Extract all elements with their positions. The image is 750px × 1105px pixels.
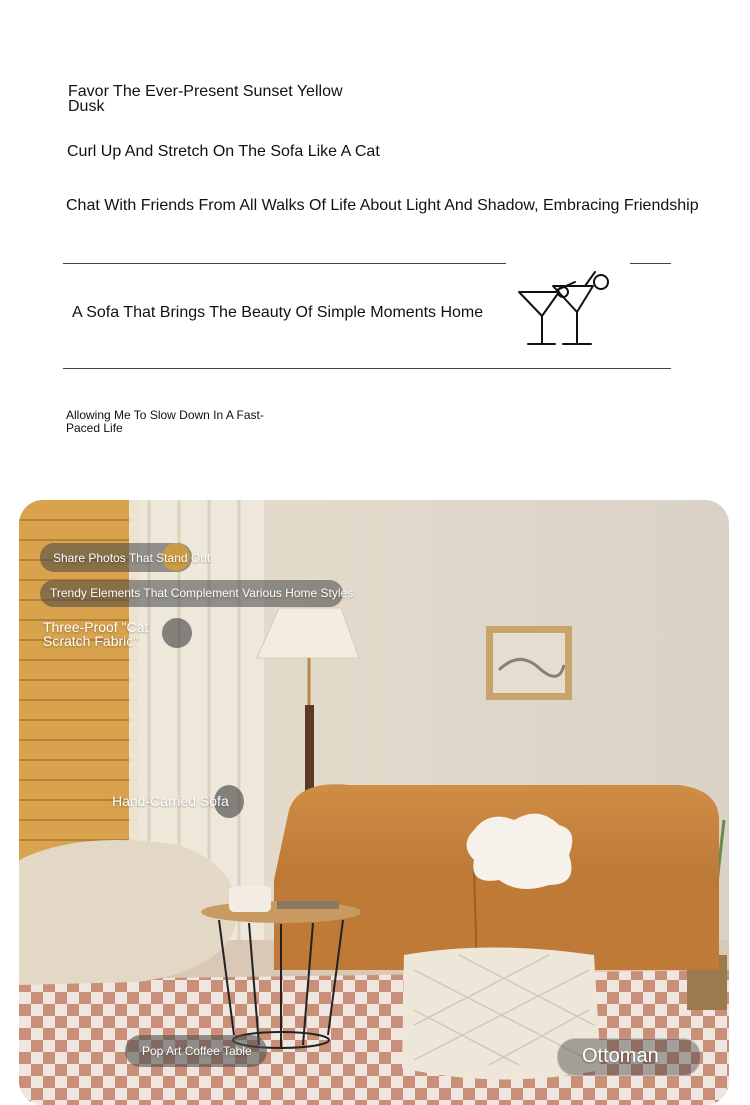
headline-sunset: Favor The Ever-Present Sunset Yellow Dusk (68, 83, 343, 115)
headline-friends: Chat With Friends From All Walks Of Life About Light And Shadow, Embracing Friendship (66, 197, 699, 214)
tag-sofa-label: Hand-Carried Sofa (112, 793, 229, 809)
subline-slow-down: Allowing Me To Slow Down In A Fast-Paced Life (66, 408, 264, 435)
tag-share-label: Share Photos That Stand Out (53, 551, 211, 565)
tag-table-label: Pop Art Coffee Table (142, 1044, 252, 1058)
divider-top-right (630, 263, 671, 264)
headline-curl-up: Curl Up And Stretch On The Sofa Like A Cat (67, 143, 380, 160)
tag-trendy-label: Trendy Elements That Complement Various Home Styles (50, 586, 354, 600)
tag-fabric-label: Three-Proof "Cat Scratch Fabric" (43, 619, 149, 649)
divider-bottom (63, 368, 671, 369)
tag-ottoman-label: Ottoman (582, 1045, 659, 1067)
headline-simple-moments: A Sofa That Brings The Beauty Of Simple Moments Home (72, 304, 484, 321)
divider-top-left (63, 263, 506, 264)
cocktail-glasses-icon (515, 268, 615, 348)
